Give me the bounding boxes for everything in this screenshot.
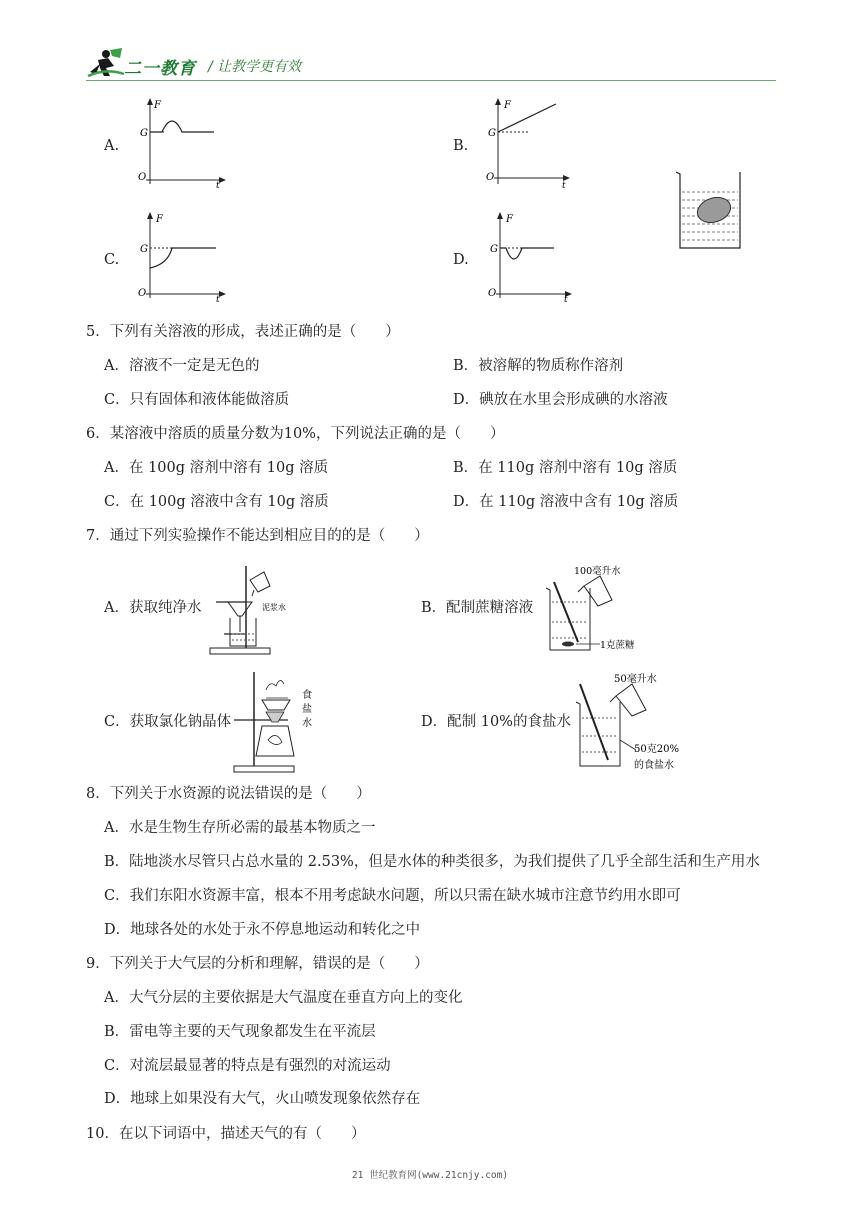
- q6-option-b: B．在 110g 溶剂中溶有 10g 溶质: [453, 460, 678, 476]
- brand-slogan: / 让教学更有效: [208, 59, 302, 75]
- q6-option-d: D．在 110g 溶液中含有 10g 溶质: [453, 494, 679, 510]
- q7-option-b: B．配制蔗糖溶液: [421, 600, 534, 616]
- fig-d-top-label: 50毫升水: [614, 674, 657, 685]
- q6-stem: 6．某溶液中溶质的质量分数为10%，下列说法正确的是（ ）: [86, 426, 505, 442]
- graph-d-f: F: [506, 214, 513, 225]
- brand-name: 二一教育: [124, 59, 196, 79]
- graph-a-o: O: [138, 172, 147, 183]
- q5-option-a: A．溶液不一定是无色的: [104, 358, 260, 374]
- graph-b-o: O: [486, 172, 495, 183]
- graph-d-label: D.: [453, 252, 469, 268]
- graph-b-g: G: [488, 128, 496, 139]
- q9-option-a: A．大气分层的主要依据是大气温度在垂直方向上的变化: [104, 990, 463, 1006]
- graph-a-label: A.: [104, 138, 120, 154]
- fig-d-bottom-label-2: 的食盐水: [634, 760, 674, 771]
- q5-stem: 5．下列有关溶液的形成，表述正确的是（ ）: [86, 324, 400, 340]
- graph-a-g: G: [140, 128, 148, 139]
- fig-c-label-2: 盐: [302, 704, 312, 715]
- header-divider: [86, 80, 776, 81]
- fig-c-label-1: 食: [302, 690, 312, 701]
- filtration-apparatus: [206, 562, 296, 656]
- q9-option-b: B．雷电等主要的天气现象都发生在平流层: [104, 1024, 376, 1040]
- q7-option-c: C．获取氯化钠晶体: [104, 714, 232, 730]
- graph-b-f: F: [504, 100, 511, 111]
- q5-option-d: D．碘放在水里会形成碘的水溶液: [453, 392, 668, 408]
- sugar-solution-apparatus: [540, 562, 670, 656]
- q5-option-b: B．被溶解的物质称作溶剂: [453, 358, 624, 374]
- graph-c: [132, 210, 232, 302]
- q9-option-c: C．对流层最显著的特点是有强烈的对流运动: [104, 1058, 391, 1074]
- page-footer: 21 世纪教育网(www.21cnjy.com): [351, 1170, 509, 1181]
- graph-c-label: C.: [104, 252, 120, 268]
- graph-d-g: G: [490, 244, 498, 255]
- q7-option-d: D．配制 10%的食盐水: [421, 714, 571, 730]
- fig-d-bottom-label-1: 50克20%: [634, 744, 679, 755]
- graph-d: [482, 210, 582, 302]
- q7-option-a: A．获取纯净水: [104, 600, 202, 616]
- graph-b-t: t: [562, 181, 566, 188]
- q8-stem: 8．下列关于水资源的说法错误的是（ ）: [86, 786, 371, 802]
- q10-stem: 10．在以下词语中，描述天气的有（ ）: [86, 1126, 366, 1142]
- graph-a: [132, 96, 232, 188]
- graph-b: [480, 96, 580, 188]
- q6-option-a: A．在 100g 溶剂中溶有 10g 溶质: [104, 460, 329, 476]
- graph-c-g: G: [140, 244, 148, 255]
- graph-b-label: B.: [453, 138, 469, 154]
- fig-c-label-3: 水: [302, 718, 312, 729]
- q8-option-c: C．我们东阳水资源丰富，根本不用考虑缺水问题，所以只需在缺水城市注意节约用水即可: [104, 888, 681, 904]
- q9-option-d: D．地球上如果没有大气，火山喷发现象依然存在: [104, 1091, 421, 1107]
- fig-a-label: 泥浆水: [262, 603, 286, 612]
- q5-option-c: C．只有固体和液体能做溶质: [104, 392, 290, 408]
- q8-option-d: D．地球各处的水处于永不停息地运动和转化之中: [104, 922, 421, 938]
- q7-stem: 7．通过下列实验操作不能达到相应目的的是（ ）: [86, 528, 429, 544]
- salt-solution-apparatus: [574, 670, 704, 774]
- fig-b-bottom-label: 1克蔗糖: [600, 640, 635, 651]
- graph-a-f: F: [154, 100, 161, 111]
- q8-option-b: B．陆地淡水尽管只占总水量的 2.53%，但是水体的种类很多，为我们提供了几乎全部生活和生产用水: [104, 854, 760, 870]
- graph-c-f: F: [156, 214, 163, 225]
- evaporation-apparatus: [232, 668, 312, 774]
- fig-b-top-label: 100毫升水: [574, 566, 621, 577]
- graph-d-t: t: [564, 295, 568, 302]
- graph-d-o: O: [488, 288, 497, 299]
- graph-a-t: t: [216, 181, 220, 188]
- q9-stem: 9．下列关于大气层的分析和理解，错误的是（ ）: [86, 956, 429, 972]
- graph-c-o: O: [138, 288, 147, 299]
- q6-option-c: C．在 100g 溶液中含有 10g 溶质: [104, 494, 329, 510]
- runner-logo-icon: [86, 46, 126, 80]
- beaker-with-object: [672, 168, 746, 252]
- graph-c-t: t: [216, 295, 220, 302]
- q8-option-a: A．水是生物生存所必需的最基本物质之一: [104, 820, 376, 836]
